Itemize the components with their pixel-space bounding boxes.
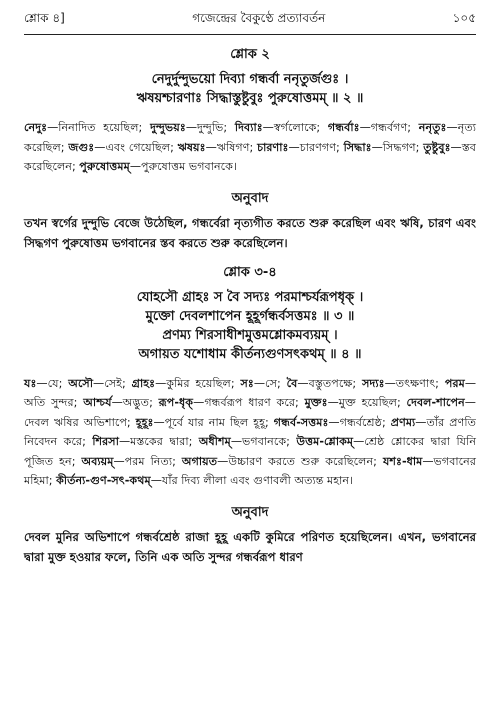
synonym-word: সিদ্ধাঃ: [343, 140, 372, 154]
synonym-meaning: —যাঁর দিব্য লীলা এবং গুণাবলী অত্যন্ত মহান।: [150, 474, 354, 487]
synonym-meaning: —ভগবানের মহিমা;: [24, 454, 476, 487]
synonym-word: ননৃতুঃ: [418, 121, 447, 134]
synonym-word: ঋষয়ঃ: [177, 140, 206, 154]
synonym-word: দেবল-শাপেন: [406, 396, 465, 409]
verse-line: অগায়ত যশোধাম কীর্তন্যগুণসৎকথম্ ॥ ৪ ॥: [138, 346, 362, 362]
synonym-word: কীর্তন্য-গুণ-সৎ-কথম্: [56, 474, 151, 487]
verse-line: ঋষয়শ্চারণাঃ সিদ্ধাস্তুষ্টুবুঃ পুরুষোত্তমম্ ॥ ২ ॥: [136, 91, 364, 106]
verse-2-synonyms: [24, 118, 476, 177]
header-chapter-title: গজেন্দ্রের বৈকুণ্ঠে প্রত্যাবর্তন: [192, 11, 326, 25]
translation-1-text: তখন স্বর্গের দুন্দুভি বেজে উঠেছিল, গন্ধর্বেরা নৃত্যগীত করতে শুরু করেছিল এবং ঋষি, চারণ এবং সিদ্ধগণ পুরুষোত্তম ভগবানের স্তব করতে শুরু করেছিলেন।: [24, 215, 476, 250]
synonym-meaning: —দেবল ঋষির অভিশাপে;: [24, 396, 476, 429]
verse-2-title: শ্লোক ২: [230, 47, 270, 62]
synonym-word: আশ্চর্য: [83, 396, 112, 409]
synonym-meaning: —অদ্ভুত;: [111, 396, 159, 409]
header-page-number: ১০৫: [452, 11, 476, 25]
synonym-meaning: —বস্তুতপক্ষে;: [297, 376, 363, 390]
synonym-word: যঃ: [24, 376, 37, 390]
synonym-meaning: —স্তব করেছিলেন;: [24, 140, 477, 173]
synonym-word: অসৌ: [68, 376, 94, 390]
verse-2-text: [24, 70, 476, 108]
synonym-meaning: —নিনাদিত হয়েছিল;: [47, 121, 151, 134]
synonym-meaning: —ভগবানকে;: [230, 435, 297, 448]
synonym-word: গন্ধর্ব-সত্তমঃ: [273, 415, 329, 429]
synonym-word: তুষ্টুবুঃ: [423, 140, 451, 154]
synonym-meaning: —গন্ধর্বগণ;: [359, 121, 419, 134]
synonym-meaning: —তৎক্ষণাৎ;: [384, 376, 445, 390]
synonym-word: সদ্যঃ: [362, 376, 385, 390]
synonym-word: হূহূঃ: [135, 415, 154, 429]
synonym-meaning: —যে;: [36, 376, 69, 390]
synonym-meaning: —পূর্বে যার নাম ছিল হূহূ;: [153, 415, 274, 429]
synonym-word: নেদুঃ: [24, 121, 48, 134]
translation-1-title: অনুবাদ: [231, 190, 269, 206]
synonym-word: পুরুষোত্তমম্: [79, 160, 130, 173]
verse-3-4-title: শ্লোক ৩-৪: [223, 264, 277, 280]
verse-3-4-synonyms: [24, 374, 476, 491]
synonym-meaning: —তাঁর প্রণতি নিবেদন করে;: [24, 415, 476, 448]
synonym-meaning: —উচ্চারণ করতে শুরু করেছিলেন;: [217, 454, 383, 468]
translation-2-text: দেবল মুনির অভিশাপে গন্ধর্বশ্রেষ্ঠ রাজা হূহূ একটি কুমিরে পরিণত হয়েছিলেন। এখন, ভগবানের দ্বারা মুক্ত হওয়ার ফলে, তিনি এক অতি সুন্দর গন্ধর্বরূপ ধারণ: [24, 529, 476, 564]
verse-line: মুক্তো দেবলশাপেন হূহূর্গন্ধর্বসত্তমঃ ॥ ৩ ॥: [145, 308, 355, 324]
synonym-word: চারণাঃ: [257, 140, 289, 154]
synonym-word: রূপ-ধৃক্: [158, 396, 194, 409]
synonym-word: শিরসা: [92, 435, 119, 448]
synonym-meaning: —ঋষিগণ;: [205, 140, 258, 154]
synonym-meaning: —মুক্ত হয়েছিল;: [327, 396, 407, 409]
verse-line: যোহসৌ গ্রাহঃ স বৈ সদ্যঃ পরমাশ্চর্যরূপধৃক্ ।: [136, 289, 364, 305]
verse-line: প্রণম্য শিরসাধীশমুত্তমশ্লোকমব্যয়ম্ ।: [162, 327, 338, 343]
synonym-meaning: —সেই;: [93, 376, 132, 390]
synonym-meaning: —সে;: [253, 376, 287, 390]
synonym-meaning: —অতি সুন্দর;: [24, 376, 476, 409]
header-verse-ref: শ্লোক ৪]: [24, 11, 65, 25]
synonym-meaning: —চারণগণ;: [288, 140, 344, 154]
verse-line: নেদুর্দুন্দুভয়ো দিব্যা গন্ধর্বা ননৃতুর্জগুঃ ।: [151, 72, 349, 87]
synonym-word: প্রণম্য: [390, 415, 416, 429]
synonym-meaning: —নৃত্য করেছিল;: [24, 121, 477, 154]
synonym-word: গ্রাহঃ: [131, 376, 156, 390]
synonym-meaning: —কুমির হয়েছিল;: [155, 376, 241, 390]
synonym-word: মুক্তঃ: [304, 396, 328, 409]
page: [24, 10, 476, 567]
synonym-word: উত্তম-শ্লোকম্: [296, 435, 354, 448]
synonym-word: অগায়ত: [181, 454, 218, 468]
synonym-word: পরম: [444, 376, 465, 390]
synonym-meaning: —এবং গেয়েছিল;: [94, 140, 178, 154]
synonym-meaning: —পরম নিত্য;: [113, 454, 182, 468]
verse-3-4-text: [24, 288, 476, 364]
synonym-word: দিব্যাঃ: [234, 121, 263, 134]
synonym-word: জগুঃ: [68, 140, 95, 154]
synonym-word: যশঃ-ধাম: [382, 454, 423, 468]
synonym-word: অধীশম্: [198, 435, 231, 448]
synonym-word: দুন্দুভয়ঃ: [150, 121, 186, 134]
translation-2-title: অনুবাদ: [231, 504, 269, 520]
synonym-meaning: —গন্ধর্বশ্রেষ্ঠ;: [328, 415, 391, 429]
synonym-word: সঃ: [240, 376, 254, 390]
running-header: [24, 10, 476, 35]
synonym-meaning: —স্বর্গলোকে;: [262, 121, 328, 134]
synonym-meaning: —সিদ্ধগণ;: [371, 140, 424, 154]
synonym-word: বৈ: [286, 376, 298, 390]
synonym-word: অব্যয়ম্: [81, 454, 114, 468]
synonym-word: গন্ধর্বাঃ: [327, 121, 360, 134]
synonym-meaning: —শ্রেষ্ঠ শ্লোকের দ্বারা যিনি পূজিত হন;: [24, 435, 477, 468]
synonym-meaning: —দুন্দুভি;: [185, 121, 235, 134]
synonym-meaning: —গন্ধর্বরূপ ধারণ করে;: [193, 396, 305, 409]
synonym-meaning: —মস্তকের দ্বারা;: [118, 435, 199, 448]
synonym-meaning: —পুরুষোত্তম ভগবানকে।: [129, 160, 237, 173]
